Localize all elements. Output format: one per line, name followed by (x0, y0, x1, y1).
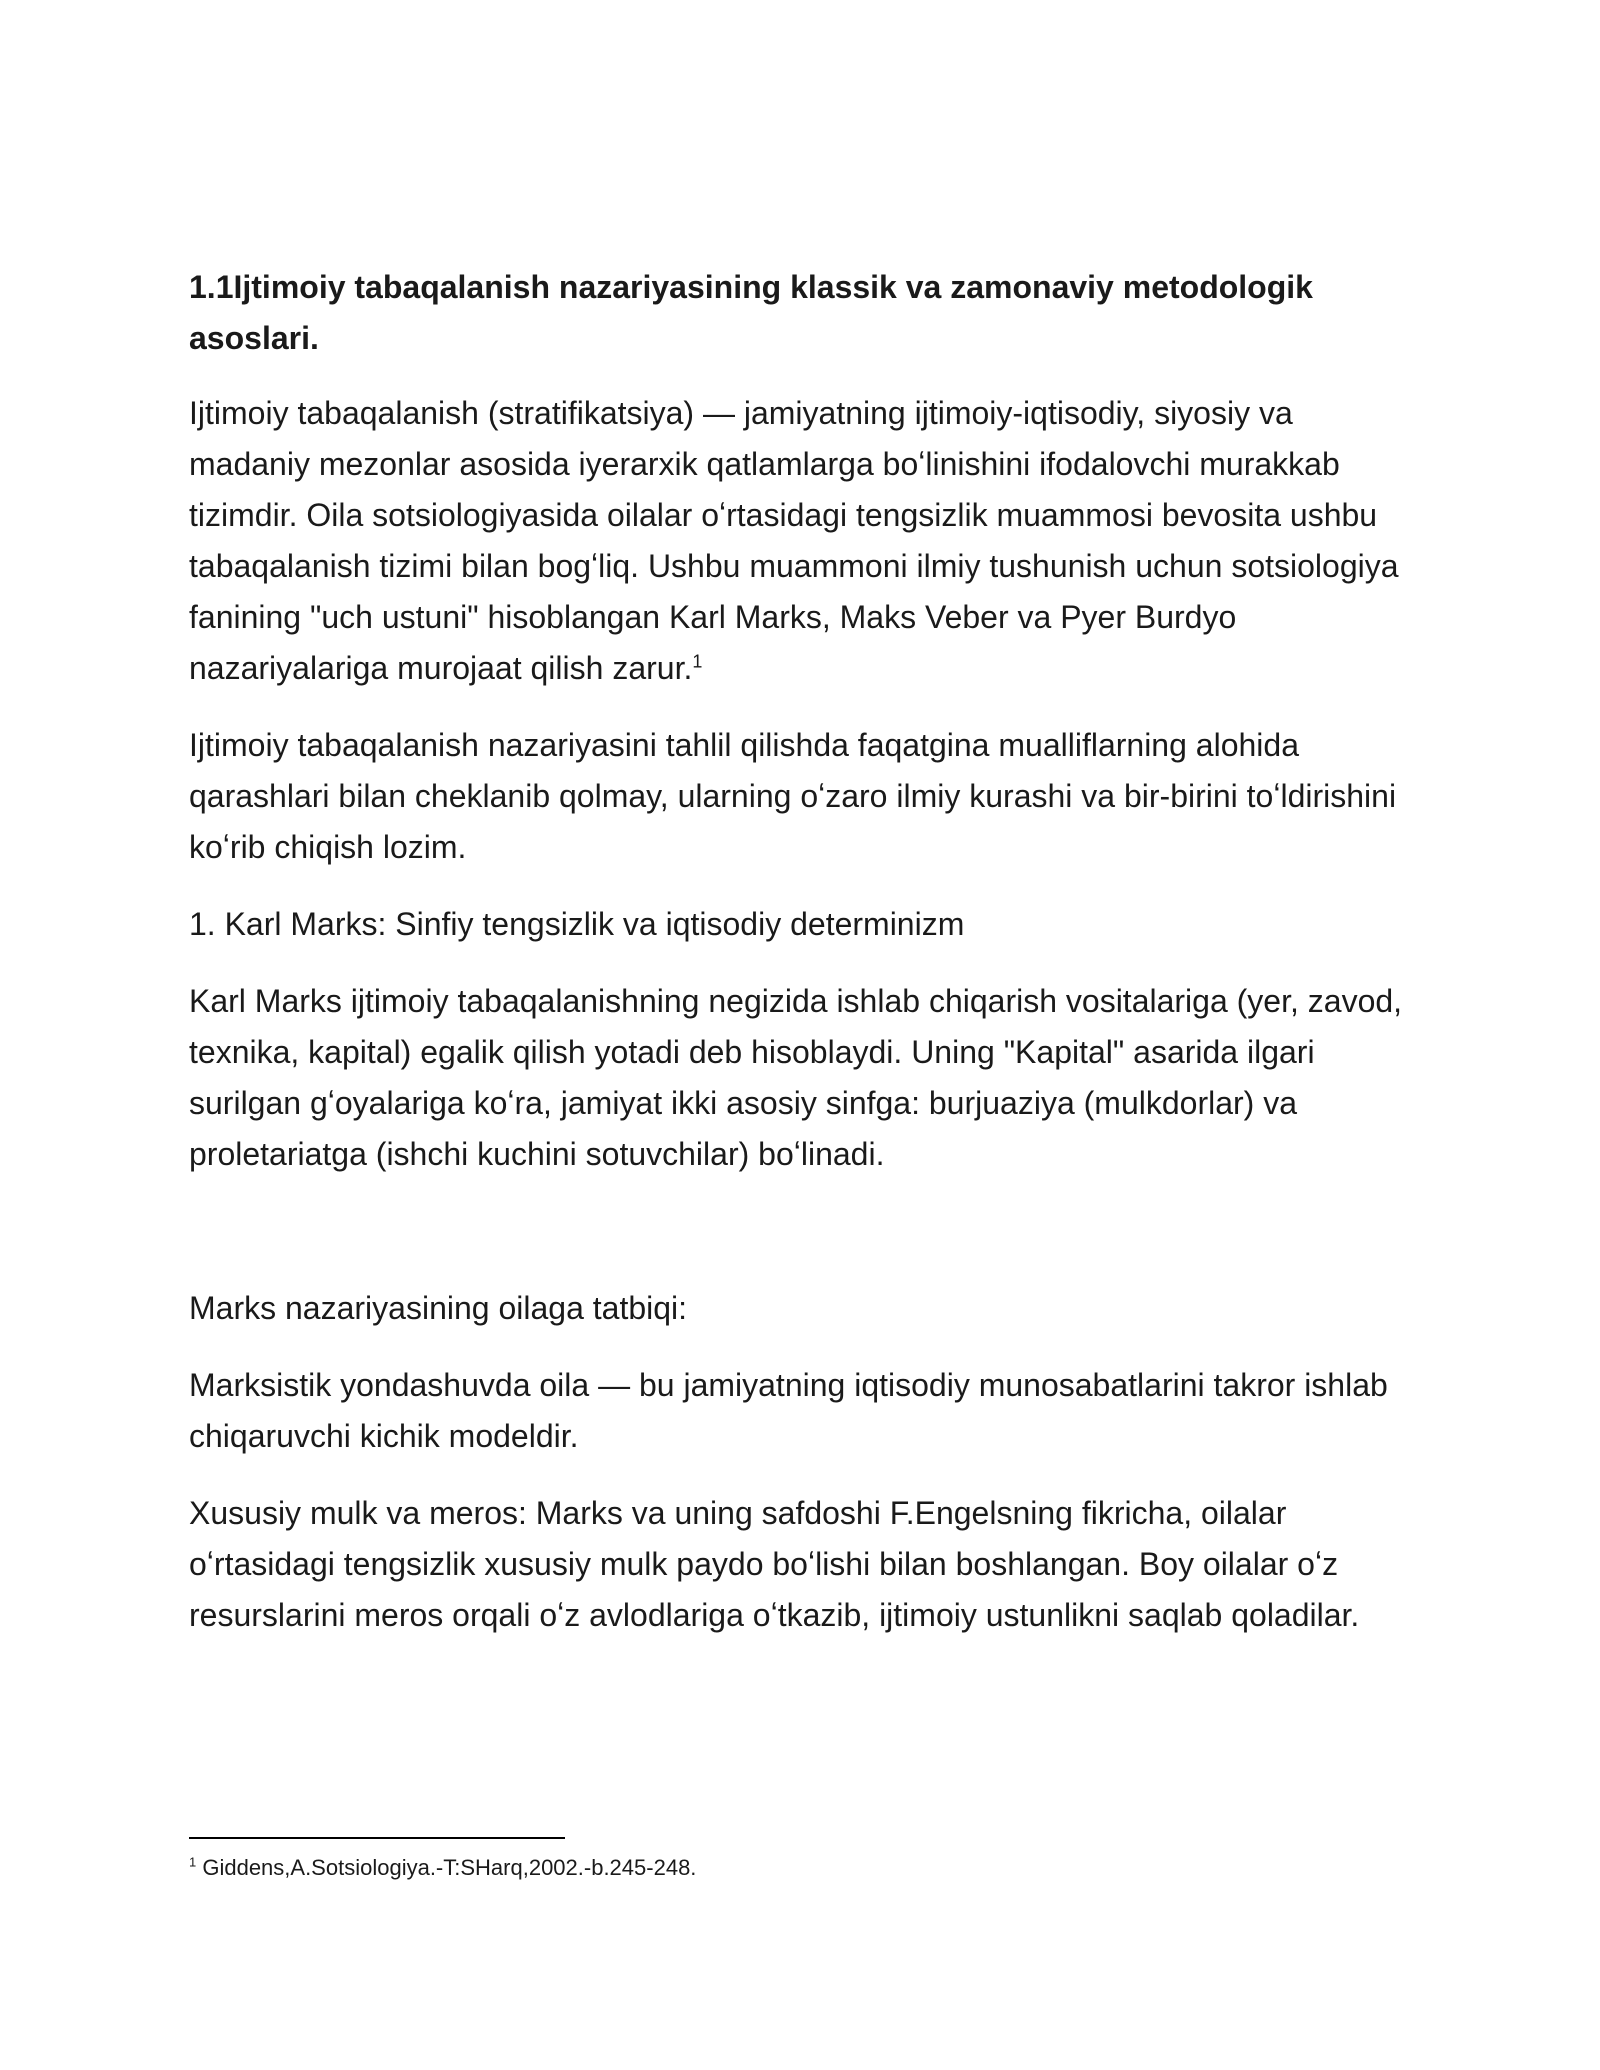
footnote-reference[interactable]: 1 (692, 651, 703, 672)
paragraph-text: Ijtimoiy tabaqalanish (stratifikatsiya) — jamiyatning ijtimoiy-iqtisodiy, siyosiy va madaniy mezonlar asosida iyerarxik qatlamlarga boʻlinishini ifodalovchi murakkab tizimdir. Oila sotsiologiyasida oilalar oʻrtasidagi tengsizlik muammosi bevosita ushbu tabaqalanish tizimi bilan bogʻliq. Ushbu muammoni ilmiy tushunish uchun sotsiologiya fanining "uch ustuni" hisoblangan Karl Marks, Maks Veber va Pyer Burdyo nazariyalariga murojaat qilish zarur. (189, 395, 1399, 686)
subsection-heading-marx: 1. Karl Marks: Sinfiy tengsizlik va iqtisodiy determinizm (189, 906, 965, 942)
footnote (189, 1854, 696, 1882)
footnote-separator (189, 1837, 565, 1839)
paragraph-stratification-definition (189, 388, 1419, 694)
paragraph-analysis-approach: Ijtimoiy tabaqalanish nazariyasini tahlil qilishda faqatgina mualliflarning alohida qarashlari bilan cheklanib qolmay, ularning oʻzaro ilmiy kurashi va bir-birini toʻldirishini koʻrib chiqish lozim. (189, 727, 1397, 865)
footnote-number: 1 (189, 1854, 197, 1870)
footnote-text: Giddens,A.Sotsiologiya.-T:SHarq,2002.-b.245-248. (196, 1855, 697, 1880)
paragraph-private-property: Xususiy mulk va meros: Marks va uning safdoshi F.Engelsning fikricha, oilalar oʻrtasidagi tengsizlik xususiy mulk paydo boʻlishi bilan boshlangan. Boy oilalar oʻz resurslarini meros orqali oʻz avlodlariga oʻtkazib, ijtimoiy ustunlikni saqlab qoladilar. (189, 1495, 1360, 1633)
paragraph-marx-family-application: Marks nazariyasining oilaga tatbiqi: (189, 1290, 688, 1326)
blank-line (189, 1206, 1419, 1283)
paragraph-marx-theory: Karl Marks ijtimoiy tabaqalanishning negizida ishlab chiqarish vositalariga (yer, zavod, texnika, kapital) egalik qilish yotadi deb hisoblaydi. Uning "Kapital" asarida ilgari surilgan gʻoyalariga koʻra, jamiyat ikki asosiy sinfga: burjuaziya (mulkdorlar) va proletariatga (ishchi kuchini sotuvchilar) boʻlinadi. (189, 983, 1403, 1172)
section-heading: 1.1Ijtimoiy tabaqalanish nazariyasining klassik va zamonaviy metodologik asoslari. (189, 269, 1313, 356)
paragraph-marxist-approach: Marksistik yondashuvda oila — bu jamiyatning iqtisodiy munosabatlarini takror ishlab chiqaruvchi kichik modeldir. (189, 1367, 1388, 1454)
document-body (189, 262, 1419, 1667)
